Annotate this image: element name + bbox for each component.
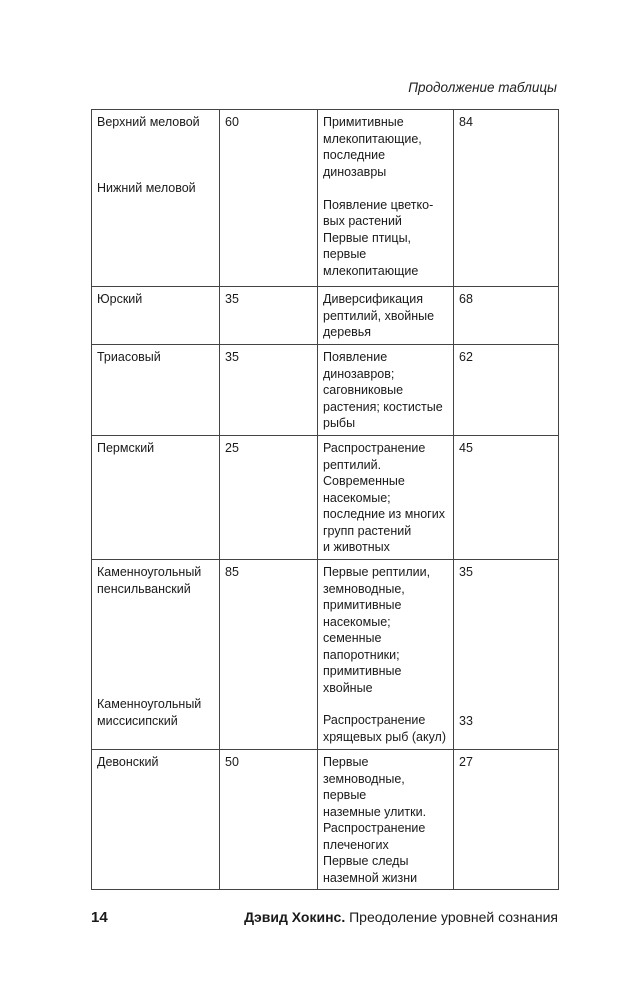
cell-period — [92, 110, 220, 287]
event-text: вых растений — [323, 214, 402, 228]
footer-book-title: Преодоление уровней сознания — [349, 909, 558, 925]
cell-period — [92, 560, 220, 750]
event-text: наземной жизни — [323, 870, 418, 885]
period-name — [97, 147, 214, 164]
cell-period — [92, 345, 220, 436]
genera-value: 62 — [459, 350, 473, 364]
genera-value: 45 — [459, 441, 473, 455]
event-text: папоротники; — [323, 647, 400, 662]
period-name: Триасовый — [97, 350, 161, 364]
duration-value: 35 — [225, 292, 239, 306]
event-text: динозавры — [323, 164, 387, 179]
period-name: миссисипский — [97, 713, 178, 728]
genera-value: 27 — [459, 755, 473, 769]
event-text: семенные — [323, 631, 382, 645]
genera-value: 33 — [459, 713, 473, 728]
event-text: групп растений — [323, 523, 412, 538]
cell-period — [92, 750, 220, 890]
event-text: растения; костистые — [323, 399, 443, 414]
event-text: рептилий, хвойные — [323, 308, 435, 323]
event-text: и животных — [323, 540, 390, 554]
event-text — [323, 180, 448, 197]
page-footer — [91, 909, 558, 929]
genera-value: 84 — [459, 115, 473, 129]
cell-genera — [454, 750, 559, 890]
cell-duration — [220, 750, 318, 890]
period-name — [97, 131, 214, 148]
event-text: насекомые; — [323, 490, 391, 505]
cell-period — [92, 287, 220, 345]
table-row — [92, 750, 559, 890]
duration-value: 25 — [225, 441, 239, 455]
event-text: последние — [323, 148, 386, 162]
event-text: Первые рептилии, — [323, 565, 431, 579]
event-text: земноводные, — [323, 771, 405, 786]
event-text: Распространение — [323, 713, 426, 727]
period-name: Каменноугольный — [97, 697, 202, 711]
event-text: последние из многих — [323, 507, 445, 521]
event-text: первые — [323, 788, 367, 802]
event-text: Распространение — [323, 821, 426, 835]
table-row — [92, 436, 559, 560]
event-text: примитивные — [323, 598, 402, 612]
table-continuation-caption: Продолжение таблицы — [408, 80, 557, 95]
cell-duration — [220, 345, 318, 436]
event-text: деревья — [323, 325, 372, 339]
cell-duration — [220, 287, 318, 345]
event-text: первые — [323, 247, 367, 261]
footer-author: Дэвид Хокинс. — [244, 909, 346, 925]
duration-value: 35 — [225, 350, 239, 364]
period-name: Пермский — [97, 441, 155, 455]
event-text: Появление — [323, 350, 388, 364]
event-text: рыбы — [323, 416, 356, 430]
cell-genera — [454, 436, 559, 560]
event-text: динозавров; — [323, 366, 395, 381]
duration-value: 50 — [225, 755, 239, 769]
cell-events — [318, 750, 454, 890]
cell-events — [318, 560, 454, 750]
period-name — [97, 164, 214, 181]
duration-value: 85 — [225, 565, 239, 579]
cell-genera — [454, 110, 559, 287]
cell-duration — [220, 436, 318, 560]
cell-events — [318, 110, 454, 287]
page-number: 14 — [91, 909, 108, 926]
table-row — [92, 345, 559, 436]
table-row — [92, 560, 559, 750]
event-text: Диверсификация — [323, 292, 423, 306]
event-text: Примитивные — [323, 115, 404, 129]
cell-genera — [454, 345, 559, 436]
event-text: Появление цветко- — [323, 197, 434, 212]
geologic-periods-table — [91, 109, 559, 890]
running-footer — [244, 909, 558, 925]
period-name: Девонский — [97, 755, 159, 769]
cell-period — [92, 436, 220, 560]
event-text: наземные улитки. — [323, 804, 427, 819]
event-text: примитивные — [323, 664, 402, 678]
event-text: рептилий. — [323, 457, 382, 472]
table-row — [92, 110, 559, 287]
genera-value: 35 — [459, 565, 473, 579]
cell-events — [318, 345, 454, 436]
table-row — [92, 287, 559, 345]
period-name: Каменноугольный — [97, 565, 202, 579]
cell-events — [318, 287, 454, 345]
event-text: Распространение — [323, 441, 426, 455]
event-text: млекопитающие — [323, 263, 419, 278]
cell-genera — [454, 287, 559, 345]
period-name: пенсильванский — [97, 581, 191, 596]
cell-genera — [454, 560, 559, 750]
event-text: земноводные, — [323, 581, 405, 596]
cell-duration — [220, 110, 318, 287]
event-text: хрящевых рыб (акул) — [323, 729, 446, 744]
event-text: плеченогих — [323, 837, 389, 852]
event-text: Первые — [323, 755, 369, 769]
period-name: Нижний меловой — [97, 181, 196, 195]
event-text: Первые птицы, — [323, 230, 412, 245]
period-name: Юрский — [97, 292, 143, 306]
duration-value: 60 — [225, 115, 239, 129]
genera-value: 68 — [459, 292, 473, 306]
period-name: Верхний меловой — [97, 115, 200, 129]
cell-duration — [220, 560, 318, 750]
event-text: насекомые; — [323, 614, 391, 629]
event-text: саговниковые — [323, 383, 404, 397]
event-text: млекопитающие, — [323, 131, 422, 146]
cell-events — [318, 436, 454, 560]
event-text: Современные — [323, 474, 405, 488]
event-text: Первые следы — [323, 854, 409, 868]
event-text: хвойные — [323, 680, 373, 695]
